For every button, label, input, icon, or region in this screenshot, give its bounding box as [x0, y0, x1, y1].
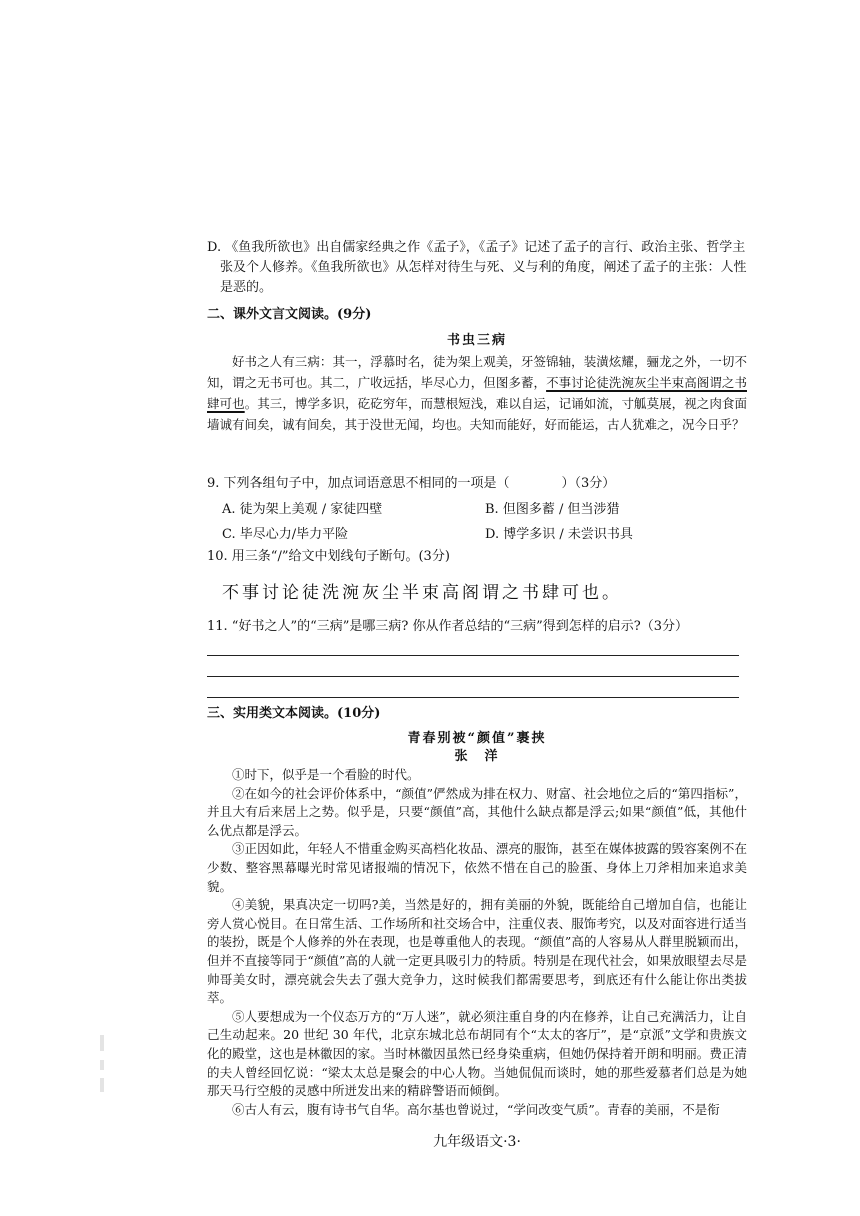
passage-text-before: 好书之人有三病：其一，浮慕时名，徒为架上观美，牙签锦轴，装潢炫耀，骊龙之外，一切不知，谓之无书可也。其二，广收远括，毕尽心力，但图多蓄， — [207, 354, 747, 390]
article-body — [207, 766, 747, 1119]
article-paragraph-1: ①时下，似乎是一个看脸的时代。 — [232, 767, 420, 782]
q9-stem: 9. 下列各组句子中，加点词语意思不相同的一项是（ ）（3分） — [207, 476, 616, 491]
q10-stem: 10. 用三条“/”给文中划线句子断句。(3分) — [207, 549, 450, 564]
q9-option-b: B. 但图多蓄 / 但当涉猎 — [485, 502, 620, 517]
article-paragraph-4: ④美貌，果真决定一切吗?美，当然是好的，拥有美丽的外貌，既能给自己增加自信，也能让旁人赏心悦目。在日常生活、工作场所和社交场合中，注重仪表、服饰考究，以及对面容进行适当的装扮，既是个人修养的外在表现，也是尊重他人的表现。“颜值”高的人容易从人群里脱颖而出，但并不直接等同于“颜值”高的人就一定更具吸引力的特质。特别是在现代社会，如果放眼望去尽是帅哥美女时，漂亮就会失去了强大竞争力，这时候我们都需要思考，到底还有什么能让你出类拔萃。 — [207, 897, 747, 1006]
classical-passage — [207, 351, 747, 435]
article-paragraph-5: ⑤人要想成为一个仪态万方的“万人迷”，就必须注重自身的内在修养，让自己充满活力，让自己生动起来。20 世纪 30 年代，北京东城北总布胡同有个“太太的客厅”，是“京派”文学和贵族文化的殿堂，这也是林徽因的家。当时林徽因虽然已经身染重病，但她仍保持着开朗和明丽。费正清的夫人曾经回忆说：“梁太太总是聚会的中心人物。当她侃侃而谈时，她的那些爱慕者们总是为她那天马行空般的灵感中所迸发出来的精辟警语而倾倒。 — [207, 1008, 747, 1099]
section2-heading: 二、课外文言文阅读。(9分) — [207, 307, 372, 322]
article-paragraph-2: ②在如今的社会评价体系中，“颜值”俨然成为排在权力、财富、社会地位之后的“第四指标”，并且大有后来居上之势。似乎是，只要“颜值”高，其他什么缺点都是浮云;如果“颜值”低，其他什么优点都是浮云。 — [207, 785, 747, 838]
article-paragraph-3: ③正因如此，年轻人不惜重金购买高档化妆品、漂亮的服饰，甚至在媒体披露的毁容案例不在少数、整容黑幕曝光时常见诸报端的情况下，依然不惜在自己的脸蛋、身体上刀斧相加来追求美貌。 — [207, 841, 747, 894]
q9-option-a: A. 徒为架上美观 / 家徒四壁 — [222, 502, 383, 517]
article-paragraph-6: ⑥古人有云，腹有诗书气自华。高尔基也曾说过，“学问改变气质”。青春的美丽，不是衔 — [232, 1101, 720, 1117]
scan-mark — [100, 1078, 104, 1092]
article-title: 青春别被“颜值”裹挟 — [407, 731, 547, 746]
passage-text-after: 。其三，博学多识，矻矻穷年，而慧根短浅，难以自运，记诵如流，寸觚莫展，视之肉食面墙诚有间矣，诚有间矣，其于没世无闻，均也。夫知而能好，好而能运，古人犹难之，况今日乎？ — [207, 396, 747, 432]
answer-line-3[interactable] — [207, 697, 739, 698]
answer-line-2[interactable] — [207, 676, 739, 677]
page-footer: 九年级语文·3· — [433, 1134, 521, 1150]
q11-stem: 11. “好书之人”的“三病”是哪三病? 你从作者总结的“三病”得到怎样的启示?（3分） — [207, 619, 689, 634]
answer-line-1[interactable] — [207, 655, 739, 656]
option-d-paragraph — [207, 238, 747, 298]
article-author: 张 洋 — [454, 749, 500, 764]
section3-heading: 三、实用类文本阅读。(10分) — [207, 706, 381, 721]
scan-mark — [100, 1060, 104, 1070]
option-d-text: D. 《鱼我所欲也》出自儒家经典之作《孟子》，《孟子》记述了孟子的言行、政治主张、哲学主张及个人修养。《鱼我所欲也》从怎样对待生与死、义与利的角度，阐述了孟子的主张：人性是恶的。 — [207, 240, 747, 295]
passage-title: 书虫三病 — [446, 333, 507, 348]
q10-sentence: 不事讨论徒洗涴灰尘半束高阁谓之书肆可也。 — [222, 583, 622, 603]
q9-option-d: D. 博学多识 / 未尝识书具 — [485, 527, 633, 542]
q9-option-c: C. 毕尽心力/毕力平险 — [222, 527, 349, 542]
scan-mark — [100, 1035, 104, 1051]
underlined-sentence: 不事讨论徒洗涴灰尘半束高阁谓之书肆可也 — [207, 375, 747, 411]
